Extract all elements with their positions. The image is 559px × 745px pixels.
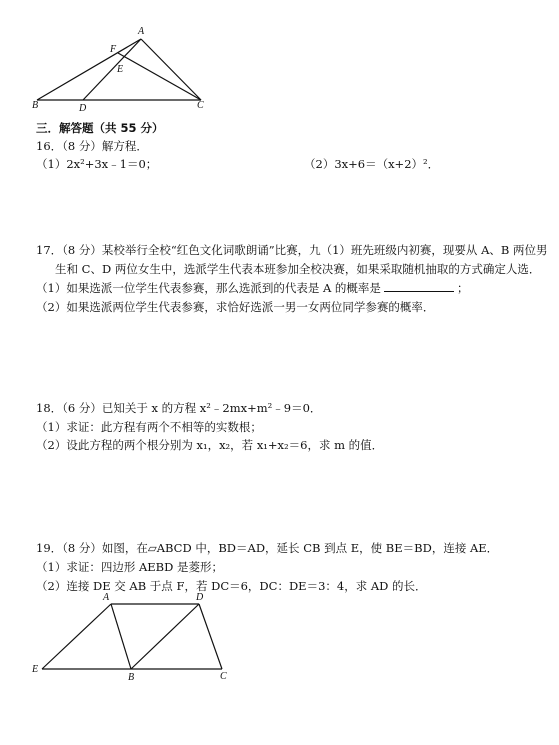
- q18-heading: 18．（6 分）已知关于 x 的方程 x²﹣2mx+m²﹣9＝0．: [36, 401, 322, 415]
- q17-part1: [36, 281, 468, 295]
- label-b: B: [32, 100, 39, 111]
- q19-part2: （2）连接 DE 交 AB 于点 F，若 DC＝6，DC：DE＝3：4，求 AD 的长．: [36, 579, 427, 593]
- segment-ea: [42, 604, 111, 669]
- label-e: E: [32, 664, 39, 675]
- q16-part1: （1）2x²+3x﹣1＝0；: [36, 157, 158, 171]
- q17-part1-end: ；: [456, 281, 469, 295]
- label-f: F: [110, 44, 117, 55]
- q16-part2: （2）3x+6＝（x+2）²．: [304, 157, 440, 171]
- label-b: B: [128, 672, 135, 683]
- q17-part1-text: （1）如果选派一位学生代表参赛，那么选派到的代表是 A 的概率是: [36, 281, 381, 295]
- label-e: E: [117, 64, 124, 75]
- label-c: C: [220, 671, 227, 682]
- segment-ab: [111, 604, 131, 669]
- label-d: D: [79, 103, 87, 114]
- label-a: A: [138, 26, 145, 37]
- q18-part2: （2）设此方程的两个根分别为 x₁，x₂，若 x₁+x₂＝6，求 m 的值．: [36, 438, 384, 452]
- q17-part2: （2）如果选派两位学生代表参赛，求恰好选派一男一女两位同学参赛的概率．: [36, 300, 435, 314]
- q18-part1: （1）求证：此方程有两个不相等的实数根；: [36, 420, 262, 434]
- label-c: C: [197, 100, 204, 111]
- q17-continuation: 生和 C、D 两位女生中，选派学生代表本班参加全校决赛，如果采取随机抽取的方式确定人选．: [55, 262, 541, 276]
- segment-cf: [118, 53, 201, 100]
- figure-parallelogram: [30, 592, 245, 684]
- segment-dc: [199, 604, 222, 669]
- q19-part1: （1）求证：四边形 AEBD 是菱形；: [36, 560, 223, 574]
- label-d: D: [196, 592, 204, 603]
- q16-heading: 16．（8 分）解方程．: [36, 139, 148, 153]
- figure-triangle: [30, 28, 215, 120]
- q17-heading: 17．（8 分）某校举行全校“红色文化词歌朗诵”比赛，九（1）班先班级内初赛，现要从 A、B 两位男: [36, 243, 548, 257]
- label-a: A: [103, 592, 110, 603]
- section-title: 三．解答题（共 55 分）: [36, 121, 164, 135]
- q19-heading: 19．（8 分）如图，在▱ABCD 中，BD＝AD，延长 CB 到点 E，使 BE＝BD，连接 AE．: [36, 541, 499, 555]
- segment-ac: [141, 39, 201, 100]
- figure-parallelogram-svg: [30, 592, 245, 684]
- segment-ba: [37, 39, 141, 100]
- answer-blank[interactable]: [384, 281, 454, 292]
- segment-bd: [131, 604, 199, 669]
